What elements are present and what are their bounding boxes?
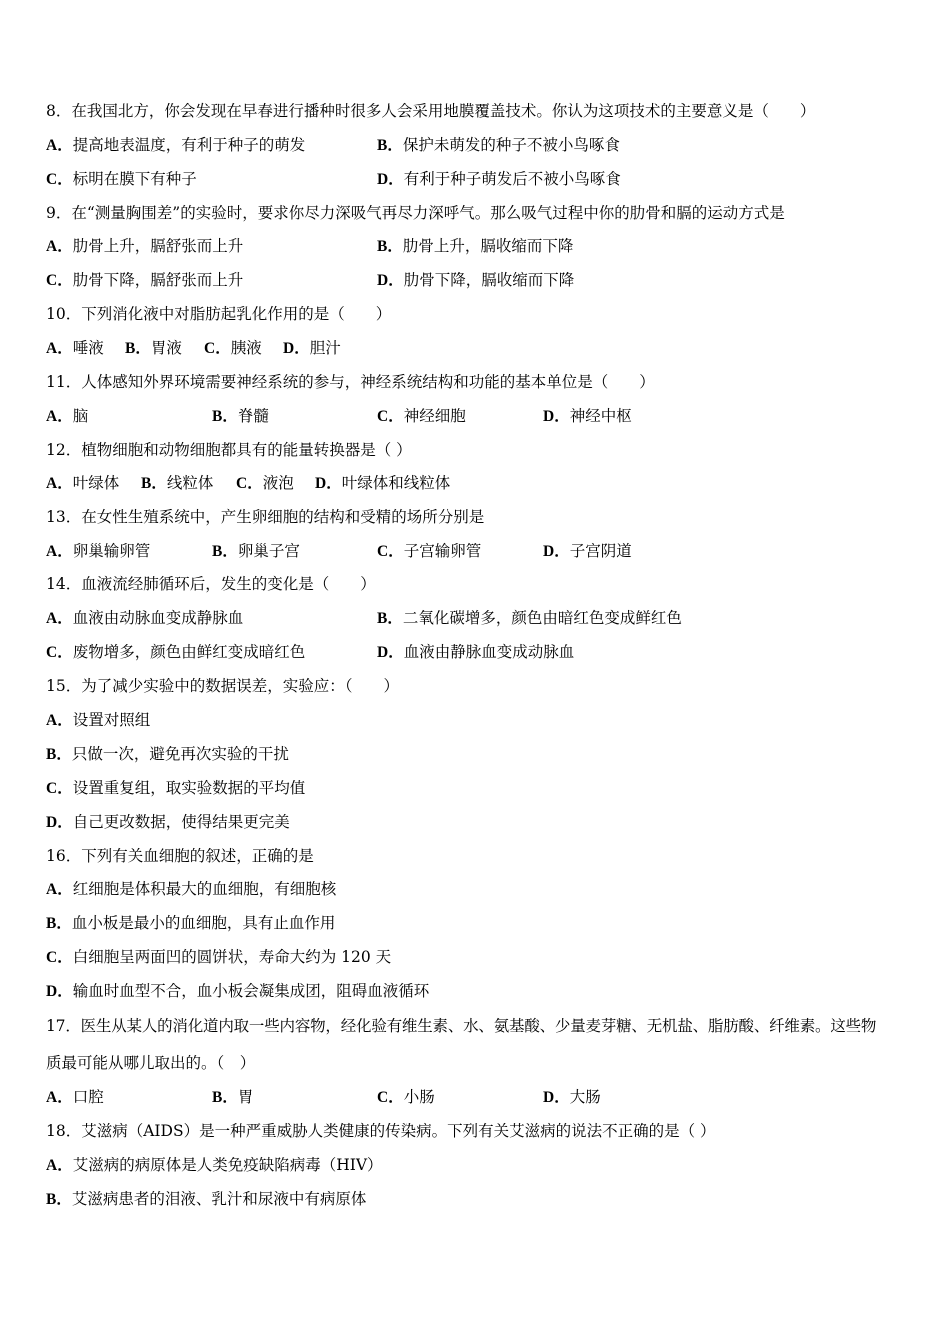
question-17-option-b: B．胃 [212, 1088, 254, 1106]
question-12-option-c: C．液泡 [236, 474, 294, 492]
question-17-option-a: A．口腔 [46, 1088, 104, 1106]
question-13-stem: 13．在女性生殖系统中，产生卵细胞的结构和受精的场所分别是 [46, 508, 485, 526]
question-15-option-b: B．只做一次，避免再次实验的干扰 [46, 745, 289, 763]
question-17-option-d: D．大肠 [543, 1088, 601, 1106]
question-12-option-d: D．叶绿体和线粒体 [315, 474, 451, 492]
question-13-option-d: D．子宫阴道 [543, 542, 632, 560]
question-10-option-b: B．胃液 [125, 339, 182, 357]
question-16-option-c: C．白细胞呈两面凹的圆饼状，寿命大约为 120 天 [46, 948, 392, 966]
question-18-option-b: B．艾滋病患者的泪液、乳汁和尿液中有病原体 [46, 1190, 367, 1208]
question-16-option-a: A．红细胞是体积最大的血细胞，有细胞核 [46, 880, 337, 898]
question-8-option-c: C．标明在膜下有种子 [46, 170, 197, 188]
question-16-stem: 16．下列有关血细胞的叙述，正确的是 [46, 847, 314, 865]
question-11-option-d: D．神经中枢 [543, 407, 632, 425]
question-14-option-d: D．血液由静脉血变成动脉血 [377, 643, 575, 661]
question-10-stem: 10．下列消化液中对脂肪起乳化作用的是（ ） [46, 305, 392, 323]
question-12-option-b: B．线粒体 [141, 474, 214, 492]
question-9-option-d: D．肋骨下降，膈收缩而下降 [377, 271, 575, 289]
question-13-option-b: B．卵巢子宫 [212, 542, 300, 560]
question-11-option-a: A．脑 [46, 407, 89, 425]
question-16-option-d: D．输血时血型不合，血小板会凝集成团，阻碍血液循环 [46, 982, 430, 1000]
question-9-option-a: A．肋骨上升，膈舒张而上升 [46, 237, 244, 255]
question-8-option-a: A．提高地表温度，有利于种子的萌发 [46, 136, 306, 154]
question-14-stem: 14．血液流经肺循环后，发生的变化是（ ） [46, 575, 376, 593]
question-13-option-a: A．卵巢输卵管 [46, 542, 151, 560]
question-15-stem: 15．为了减少实验中的数据误差，实验应：（ ） [46, 677, 399, 695]
question-8-option-b: B．保护未萌发的种子不被小鸟啄食 [377, 136, 620, 154]
question-8-option-d: D．有利于种子萌发后不被小鸟啄食 [377, 170, 621, 188]
question-9-option-c: C．肋骨下降，膈舒张而上升 [46, 271, 244, 289]
question-8-stem: 8．在我国北方，你会发现在早春进行播种时很多人会采用地膜覆盖技术。你认为这项技术的主要意义是（ ） [46, 102, 816, 120]
question-13-option-c: C．子宫输卵管 [377, 542, 482, 560]
question-17-stem-continued: 质最可能从哪儿取出的。（ ） [46, 1054, 256, 1072]
question-14-option-a: A．血液由动脉血变成静脉血 [46, 609, 244, 627]
question-14-option-b: B．二氧化碳增多，颜色由暗红色变成鲜红色 [377, 609, 682, 627]
question-18-option-a: A．艾滋病的病原体是人类免疫缺陷病毒（HIV） [46, 1156, 383, 1174]
question-16-option-b: B．血小板是最小的血细胞，具有止血作用 [46, 914, 336, 932]
question-18-stem: 18．艾滋病（AIDS）是一种严重威胁人类健康的传染病。下列有关艾滋病的说法不正确的是（ ） [46, 1122, 716, 1140]
question-12-stem: 12．植物细胞和动物细胞都具有的能量转换器是（ ） [46, 441, 412, 459]
question-11-option-b: B．脊髓 [212, 407, 269, 425]
question-15-option-c: C．设置重复组，取实验数据的平均值 [46, 779, 306, 797]
question-14-option-c: C．废物增多，颜色由鲜红变成暗红色 [46, 643, 306, 661]
question-17-option-c: C．小肠 [377, 1088, 435, 1106]
question-17-stem: 17．医生从某人的消化道内取一些内容物，经化验有维生素、水、氨基酸、少量麦芽糖、无机盐、脂肪酸、纤维素。这些物 [46, 1017, 877, 1035]
question-11-option-c: C．神经细胞 [377, 407, 466, 425]
question-15-option-d: D．自己更改数据，使得结果更完美 [46, 813, 290, 831]
question-9-option-b: B．肋骨上升，膈收缩而下降 [377, 237, 574, 255]
question-10-option-a: A．唾液 [46, 339, 104, 357]
question-15-option-a: A．设置对照组 [46, 711, 151, 729]
question-12-option-a: A．叶绿体 [46, 474, 120, 492]
question-10-option-c: C．胰液 [204, 339, 262, 357]
question-9-stem: 9．在“测量胸围差”的实验时，要求你尽力深吸气再尽力深呼气。那么吸气过程中你的肋骨和膈的运动方式是 [46, 204, 785, 222]
question-11-stem: 11．人体感知外界环境需要神经系统的参与，神经系统结构和功能的基本单位是（ ） [46, 373, 655, 391]
question-10-option-d: D．胆汁 [283, 339, 341, 357]
